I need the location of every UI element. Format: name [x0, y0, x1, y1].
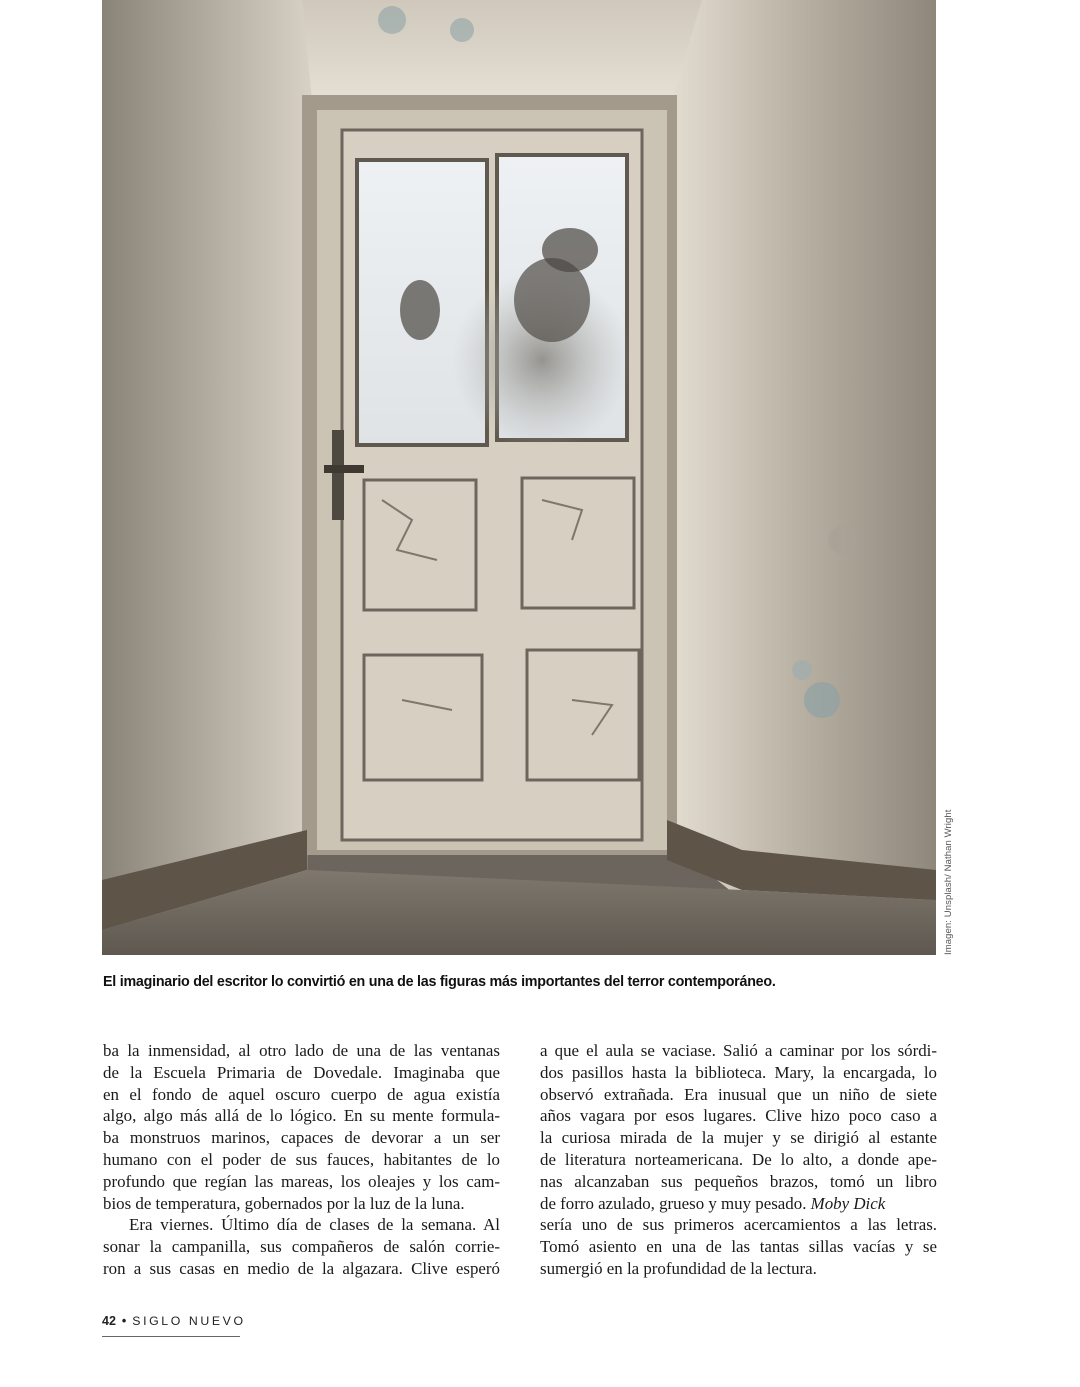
- body-line: a que el aula se vaciase. Salió a caminar por los sórdi-: [540, 1041, 937, 1060]
- body-line: ba la inmensidad, al otro lado de una de las ventanas: [103, 1041, 500, 1060]
- body-line: algo, algo más allá de lo lógico. En su mente formula-: [103, 1106, 500, 1126]
- article-photo: [102, 0, 936, 955]
- photo-credit: Imagen: Unsplash/ Nathan Wright: [943, 809, 954, 955]
- body-line: sumergió en la profundidad de la lectura.: [540, 1258, 817, 1278]
- footer-separator: •: [121, 1314, 127, 1328]
- magazine-name: SIGLO NUEVO: [132, 1314, 246, 1328]
- haunted-door-photo: [102, 0, 936, 955]
- page-footer: [102, 1314, 246, 1328]
- body-line: observó extrañada. Era inusual que un niño de siete: [540, 1084, 937, 1104]
- body-line: ba monstruos marinos, capaces de devorar a un ser: [103, 1128, 500, 1148]
- body-line: de la Escuela Primaria de Dovedale. Imaginaba que: [103, 1062, 500, 1082]
- page-number: 42: [102, 1314, 116, 1328]
- photo-caption: El imaginario del escritor lo convirtió en una de las figuras más importantes del terror contemporáneo.: [103, 974, 776, 990]
- body-line: humano con el poder de sus fauces, habitantes de lo: [103, 1149, 500, 1169]
- body-line: profundo que regían las mareas, los oleajes y los cam-: [103, 1171, 500, 1191]
- body-line: nas alcanzaban sus pequeños brazos, tomó un libro: [540, 1171, 937, 1191]
- body-line: bios de temperatura, gobernados por la luz de la luna.: [103, 1193, 465, 1213]
- body-line: ron a sus casas en medio de la algazara. Clive esperó: [103, 1258, 500, 1278]
- body-line-with-title: [540, 1193, 937, 1215]
- body-line: Tomó asiento en una de las tantas sillas vacías y se: [540, 1237, 937, 1257]
- body-line: en el fondo de aquel oscuro cuerpo de agua existía: [103, 1084, 500, 1104]
- book-title: Moby Dick: [810, 1193, 886, 1213]
- body-line: sonar la campanilla, sus compañeros de salón corrie-: [103, 1237, 500, 1257]
- body-line: sería uno de sus primeros acercamientos a las letras.: [540, 1215, 937, 1235]
- body-column-left: [103, 1040, 500, 1280]
- body-line: de literatura norteamericana. De lo alto, a donde ape-: [540, 1149, 937, 1169]
- body-line: años vagara por esos lugares. Clive hizo poco caso a: [540, 1106, 937, 1126]
- body-column-right: [540, 1040, 937, 1280]
- body-line: la curiosa mirada de la mujer y se dirigió al estante: [540, 1128, 937, 1148]
- body-line-text: de forro azulado, grueso y muy pesado.: [540, 1193, 807, 1213]
- footer-rule: [102, 1336, 240, 1337]
- body-line: Era viernes. Último día de clases de la semana. Al: [129, 1215, 500, 1235]
- body-line: dos pasillos hasta la biblioteca. Mary, la encargada, lo: [540, 1062, 937, 1082]
